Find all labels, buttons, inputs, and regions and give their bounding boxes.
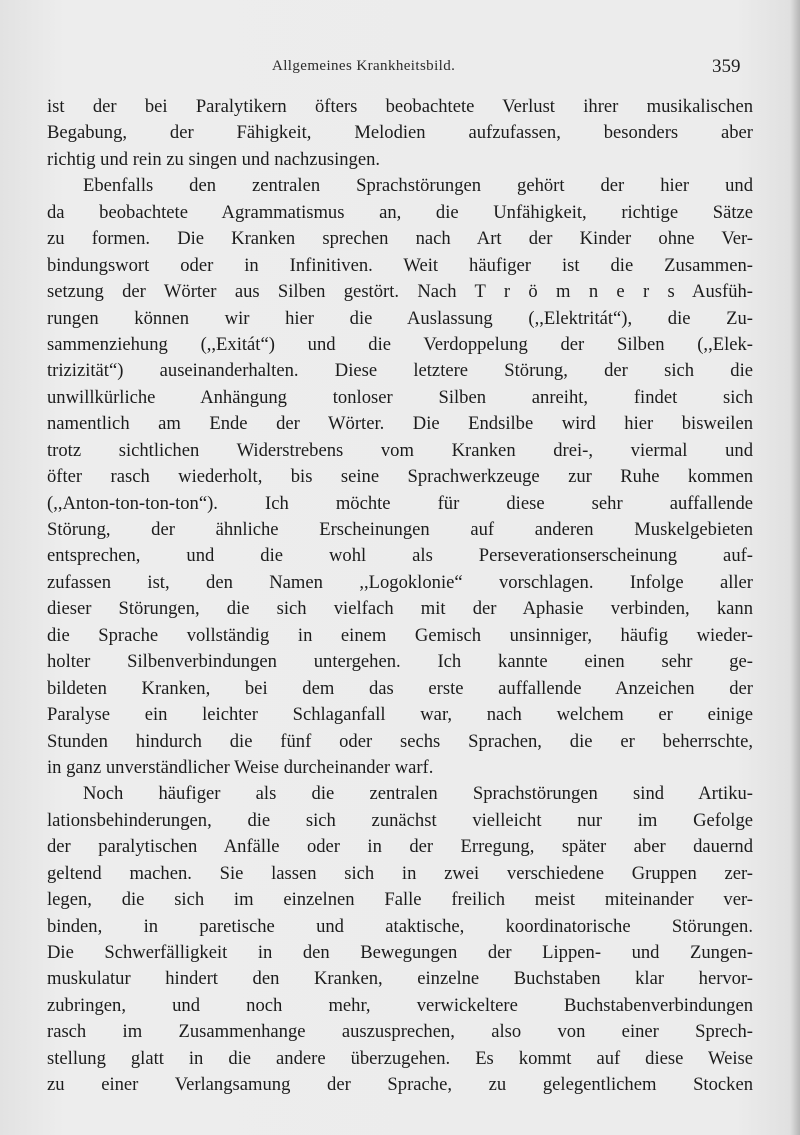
page-header xyxy=(0,54,800,84)
text-line: geltend machen. Sie lassen sich in zwei verschiedene Gruppen zer- xyxy=(47,862,753,884)
text-line: zufassen ist, den Namen ,,Logoklonie“ vorschlagen. Infolge aller xyxy=(47,571,753,593)
text-line: die Sprache vollständig in einem Gemisch unsinniger, häufig wieder- xyxy=(47,624,753,646)
text-line: zu einer Verlangsamung der Sprache, zu gelegentlichem Stocken xyxy=(47,1074,753,1096)
text-line: dieser Störungen, die sich vielfach mit der Aphasie verbinden, kann xyxy=(47,598,753,620)
text-line: Ebenfalls den zentralen Sprachstörungen gehört der hier und xyxy=(83,175,753,197)
text-line: ist der bei Paralytikern öfters beobachtete Verlust ihrer musikalischen xyxy=(47,96,753,117)
text-line: Begabung, der Fähigkeit, Melodien aufzufassen, besonders aber xyxy=(47,122,753,144)
text-line: Paralyse ein leichter Schlaganfall war, nach welchem er einige xyxy=(47,704,753,726)
text-line: zubringen, und noch mehr, verwickeltere Buchstabenverbindungen xyxy=(47,994,753,1016)
text-line: Die Schwerfälligkeit in den Bewegungen der Lippen- und Zungen- xyxy=(47,942,753,963)
text-line: da beobachtete Agrammatismus an, die Unfähigkeit, richtige Sätze xyxy=(47,201,753,223)
text-line: binden, in paretische und ataktische, koordinatorische Störungen. xyxy=(47,915,753,937)
text-line: entsprechen, und die wohl als Perseverationserscheinung auf- xyxy=(47,545,753,567)
text-line: holter Silbenverbindungen untergehen. Ich kannte einen sehr ge- xyxy=(47,651,753,673)
text-line: rungen können wir hier die Auslassung (,,Elektritát“), die Zu- xyxy=(47,307,753,329)
text-line: stellung glatt in die andere überzugehen. Es kommt auf diese Weise xyxy=(47,1047,753,1069)
page-number: 359 xyxy=(712,56,741,77)
text-line: Störung, der ähnliche Erscheinungen auf anderen Muskelgebieten xyxy=(47,519,753,540)
text-line: namentlich am Ende der Wörter. Die Endsilbe wird hier bisweilen xyxy=(47,413,753,435)
text-line: trizizität“) auseinanderhalten. Diese letztere Störung, der sich die xyxy=(47,360,753,382)
text-line: in ganz unverständlicher Weise durcheinander warf. xyxy=(47,756,434,778)
text-line: Noch häufiger als die zentralen Sprachstörungen sind Artiku- xyxy=(83,783,753,805)
text-line: zu formen. Die Kranken sprechen nach Art der Kinder ohne Ver- xyxy=(47,228,753,250)
text-line: legen, die sich im einzelnen Falle freilich meist miteinander ver- xyxy=(47,889,753,911)
text-line: Stunden hindurch die fünf oder sechs Sprachen, die er beherrschte, xyxy=(47,730,753,752)
text-line: (,,Anton-ton-ton-ton“). Ich möchte für diese sehr auffallende xyxy=(47,492,753,514)
page-edge-shadow xyxy=(790,0,800,1135)
text-line: unwillkürliche Anhängung tonloser Silben anreiht, findet sich xyxy=(47,386,753,408)
text-line: bildeten Kranken, bei dem das erste auffallende Anzeichen der xyxy=(47,677,753,699)
text-line: trotz sichtlichen Widerstrebens vom Kranken drei-, viermal und xyxy=(47,439,753,461)
text-line: bindungswort oder in Infinitiven. Weit häufiger ist die Zusammen- xyxy=(47,254,753,276)
text-line: muskulatur hindert den Kranken, einzelne Buchstaben klar hervor- xyxy=(47,968,753,990)
text-line: der paralytischen Anfälle oder in der Erregung, später aber dauernd xyxy=(47,836,753,858)
text-line: öfter rasch wiederholt, bis seine Sprachwerkzeuge zur Ruhe kommen xyxy=(47,466,753,488)
text-line: rasch im Zusammenhange auszusprechen, also von einer Sprech- xyxy=(47,1021,753,1043)
body-text xyxy=(47,94,753,1099)
text-line: richtig und rein zu singen und nachzusingen. xyxy=(47,148,381,170)
text-line: sammenziehung (,,Exitát“) und die Verdoppelung der Silben (,,Elek- xyxy=(47,333,753,355)
text-line: setzung der Wörter aus Silben gestört. Nach T r ö m n e r s Ausfüh- xyxy=(47,281,753,303)
running-title: Allgemeines Krankheitsbild. xyxy=(272,58,456,74)
text-line: lationsbehinderungen, die sich zunächst vielleicht nur im Gefolge xyxy=(47,809,753,831)
